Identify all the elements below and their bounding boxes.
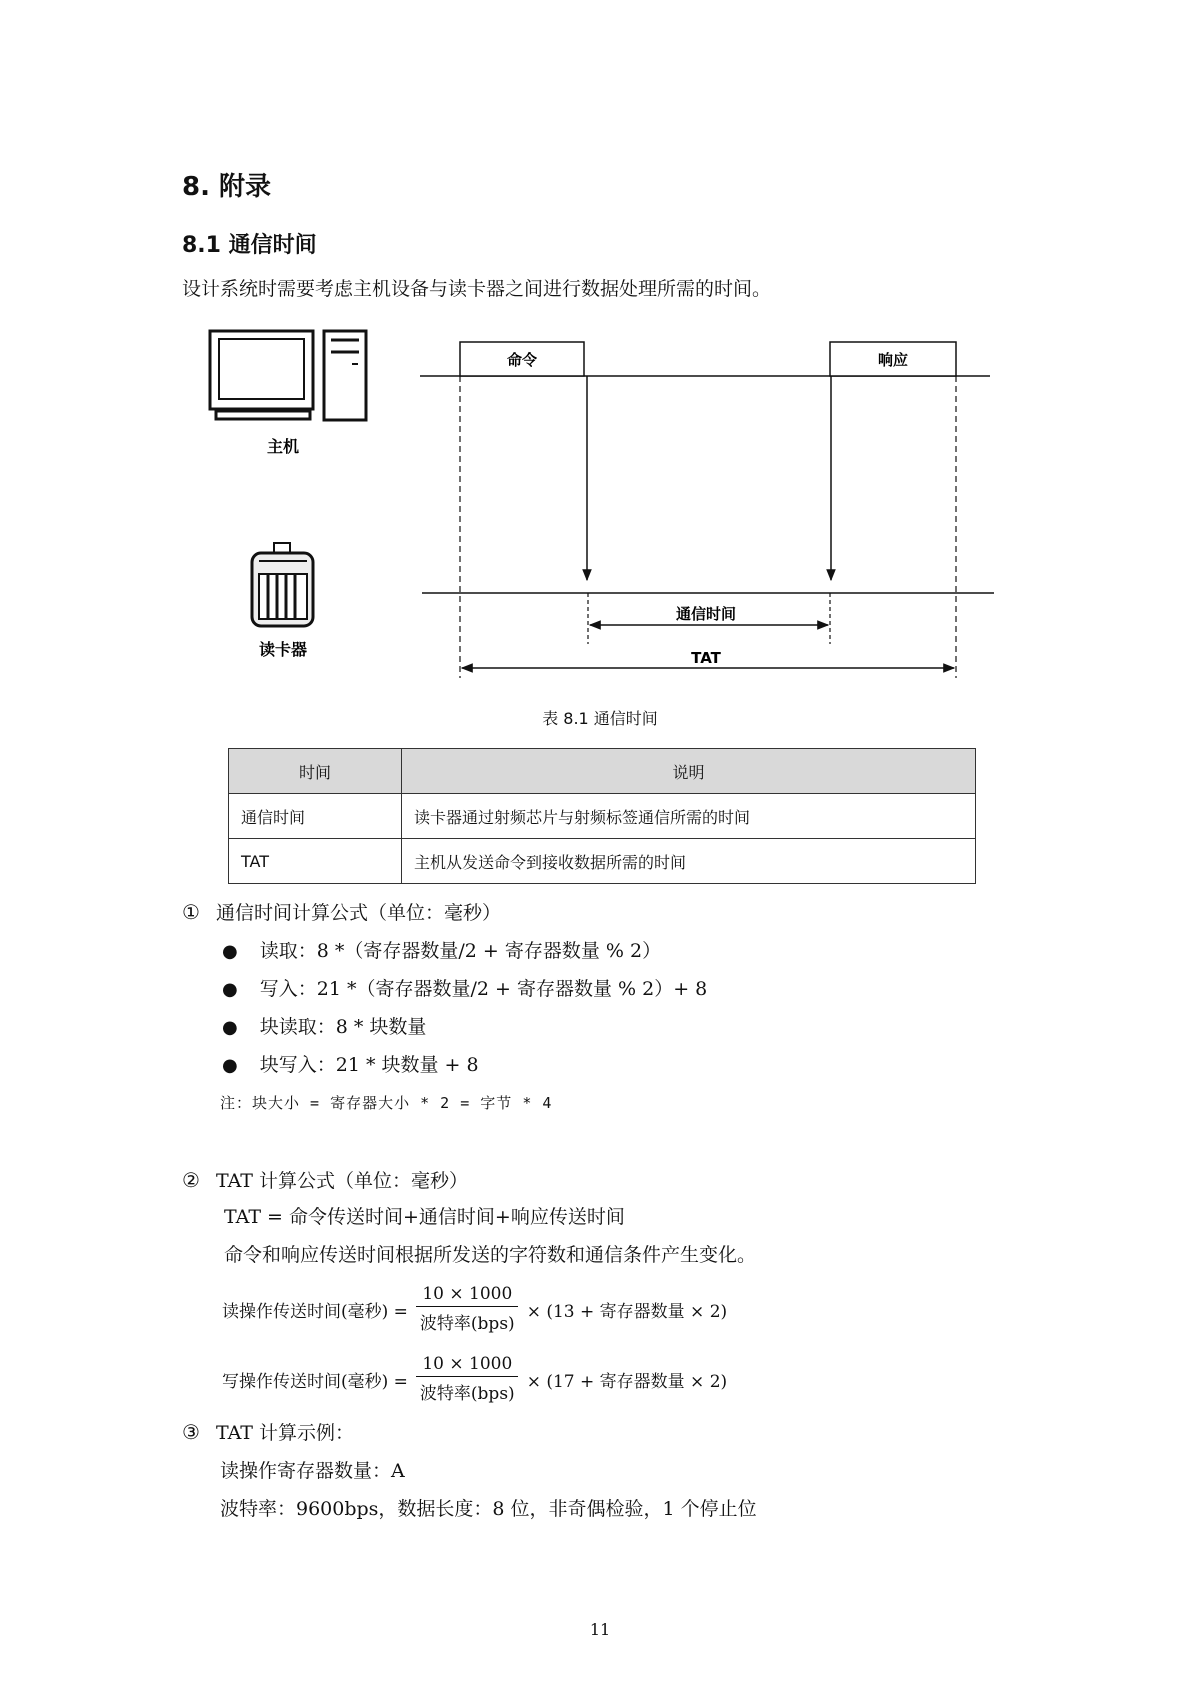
formula-write [222,1354,727,1404]
formula-read-denominator: 波特率(bps) [419,1314,515,1334]
item2-title: TAT 计算公式（单位：毫秒） [215,1170,469,1192]
formula-read-fraction [414,1284,521,1334]
item2-heading [182,1166,468,1193]
list-item [222,974,707,1001]
bullet-icon: ● [222,979,238,1000]
timing-diagram [0,0,1200,700]
comm-time-table [228,748,976,884]
formula-write-lhs: 写操作传送时间(毫秒) = [222,1371,408,1392]
table-row [229,794,976,839]
list-item [222,1012,426,1039]
formula-read-lhs: 读操作传送时间(毫秒) = [222,1301,408,1322]
item3-title: TAT 计算示例： [215,1422,355,1444]
table-header-time: 时间 [229,749,402,794]
page-number: 11 [589,1620,611,1639]
table-header-row [229,749,976,794]
bullet-text: 块读取：8 * 块数量 [259,1016,427,1038]
table-row [229,839,976,884]
subsection-title: 8.1 通信时间 [182,233,317,258]
item1-heading [182,898,501,925]
comm-time-label: 通信时间 [675,605,737,623]
formula-write-denominator: 波特率(bps) [419,1384,515,1404]
tat-label: TAT [691,649,721,667]
table-header-description: 说明 [402,749,976,794]
command-label: 命令 [506,351,538,369]
table-cell: TAT [229,839,402,884]
bullet-icon: ● [222,1055,238,1076]
table-cell: 通信时间 [229,794,402,839]
list-item [222,1050,479,1077]
item3-line1: 读操作寄存器数量：A [220,1460,405,1482]
item3-marker: ③ [182,1420,200,1444]
reader-icon [252,543,313,626]
response-label: 响应 [877,351,909,369]
formula-read-numerator: 10 × 1000 [416,1284,518,1307]
formula-read-rhs: × (13 + 寄存器数量 × 2) [526,1301,728,1322]
bullet-text: 读取：8 *（寄存器数量/2 + 寄存器数量 % 2） [259,940,662,962]
item2-line2: 命令和响应传送时间根据所发送的字符数和通信条件产生变化。 [224,1244,757,1266]
table-cell: 主机从发送命令到接收数据所需的时间 [402,839,976,884]
item2-line1: TAT = 命令传送时间+通信时间+响应传送时间 [224,1206,625,1228]
table-cell: 读卡器通过射频芯片与射频标签通信所需的时间 [402,794,976,839]
item2-marker: ② [182,1168,200,1192]
formula-read [222,1284,727,1334]
formula-write-fraction [414,1354,521,1404]
bullet-text: 写入：21 *（寄存器数量/2 + 寄存器数量 % 2）+ 8 [259,978,708,1000]
host-label: 主机 [266,437,300,456]
item3-line2: 波特率：9600bps，数据长度：8 位，非奇偶检验，1 个停止位 [220,1498,757,1520]
item1-title: 通信时间计算公式（单位：毫秒） [215,902,501,924]
item3-heading [182,1418,354,1445]
section-title: 8. 附录 [182,172,272,202]
bullet-text: 块写入：21 * 块数量 + 8 [259,1054,479,1076]
formula-write-rhs: × (17 + 寄存器数量 × 2) [526,1371,728,1392]
item1-marker: ① [182,900,200,924]
item1-note: 注：块大小 = 寄存器大小 * 2 = 字节 * 4 [220,1094,553,1112]
bullet-icon: ● [222,1017,238,1038]
formula-write-numerator: 10 × 1000 [416,1354,518,1377]
table-caption: 表 8.1 通信时间 [542,709,658,728]
list-item [222,936,661,963]
host-computer-icon [210,331,366,420]
intro-paragraph: 设计系统时需要考虑主机设备与读卡器之间进行数据处理所需的时间。 [182,278,772,300]
reader-label: 读卡器 [258,640,308,659]
bullet-icon: ● [222,941,238,962]
